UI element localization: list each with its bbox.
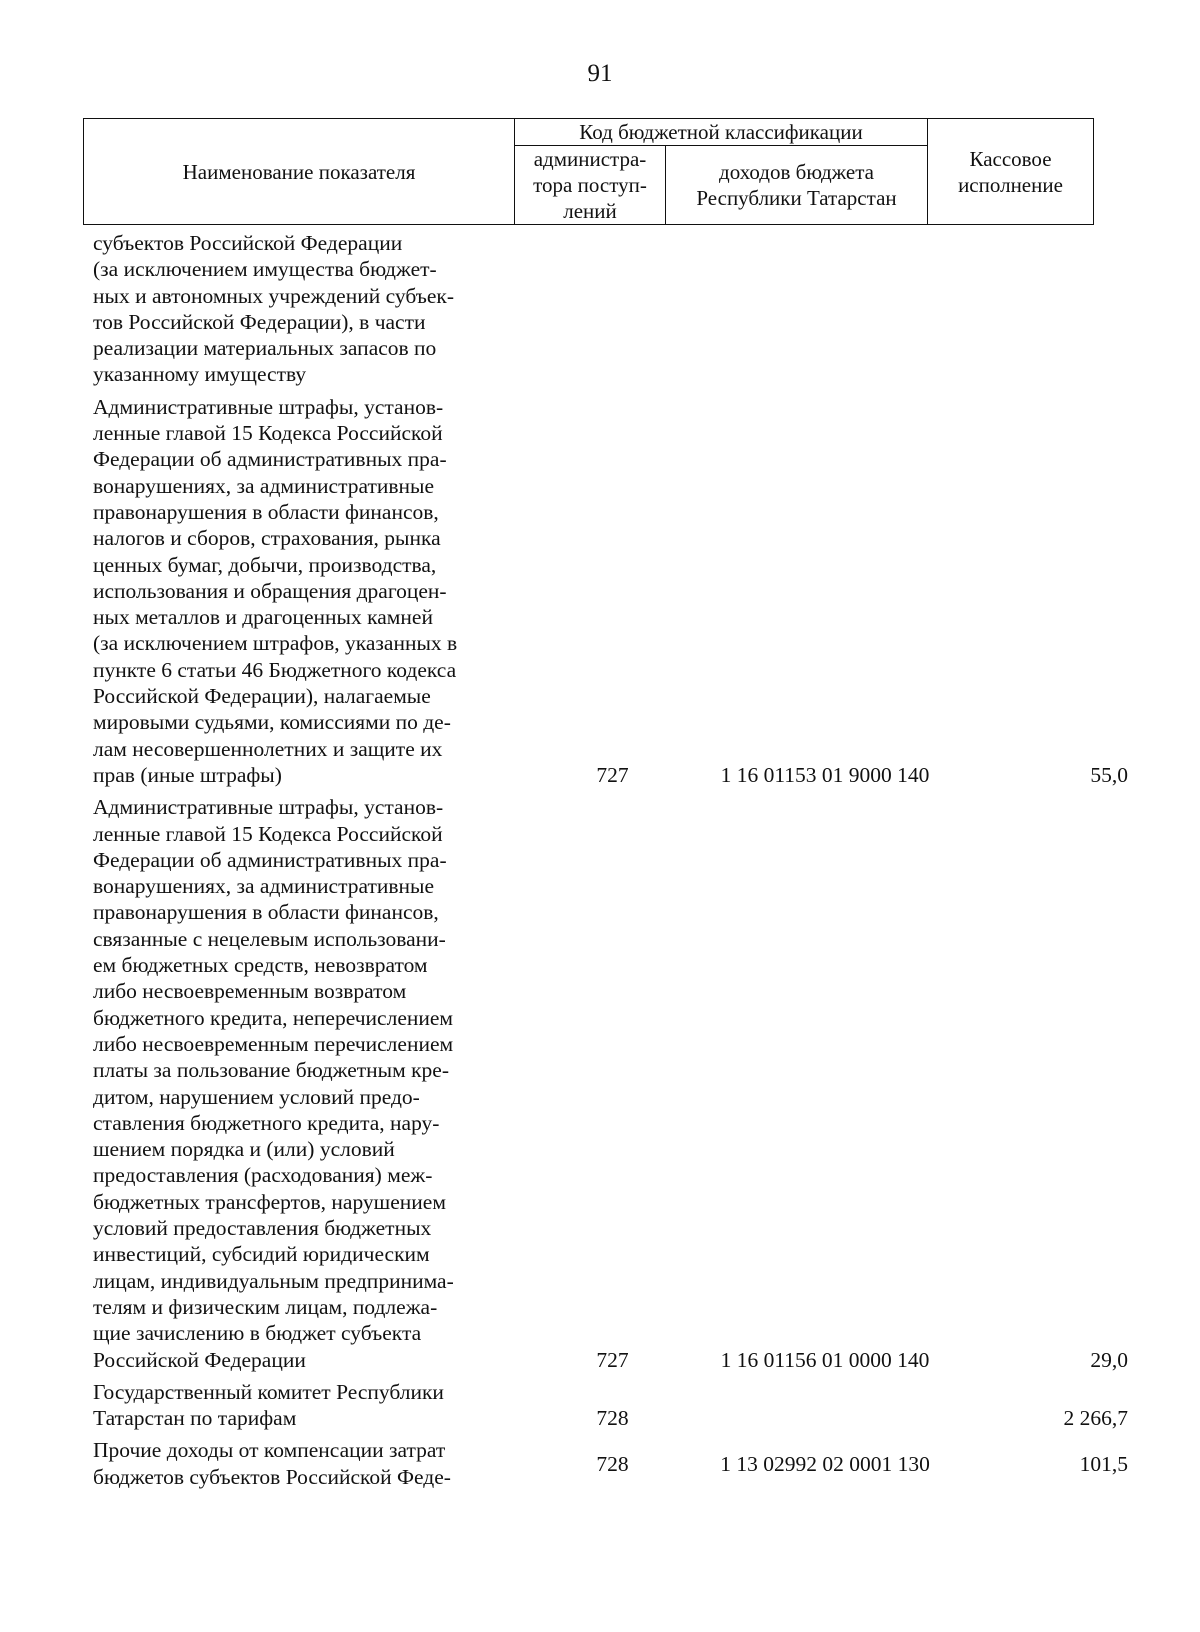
row-name-line: ставления бюджетного кредита, нару-: [93, 1110, 440, 1135]
table-body: [0, 230, 1200, 1496]
row-name-line: ленные главой 15 Кодекса Российской: [93, 421, 443, 446]
row-amount: 2 266,7: [1063, 1406, 1128, 1431]
row-name-line: предоставления (расходования) меж-: [93, 1163, 433, 1188]
row-name-line: пункте 6 статьи 46 Бюджетного кодекса: [93, 657, 457, 682]
row-name-line: Административные штрафы, установ-: [93, 394, 444, 419]
table-row: [0, 394, 1200, 795]
row-name-line: Российской Федерации: [93, 1347, 306, 1372]
page-number: 91: [587, 60, 613, 87]
row-name-line: прав (иные штрафы): [93, 762, 282, 787]
row-amount: 29,0: [1090, 1347, 1128, 1372]
row-name-line: бюджетных трансфертов, нарушением: [93, 1189, 446, 1214]
row-name-line: Российской Федерации), налагаемые: [93, 684, 431, 709]
row-name-line: (за исключением штрафов, указанных в: [93, 631, 458, 656]
header-classification-group: Код бюджетной классификации: [515, 119, 928, 146]
row-name-line: шением порядка и (или) условий: [93, 1137, 395, 1162]
row-income-code: 1 13 02992 02 0001 130: [720, 1451, 930, 1476]
header-cash-line: Кассовое: [969, 146, 1052, 171]
row-name-line: связанные с нецелевым использовани-: [93, 926, 446, 951]
row-admin-code: 727: [596, 1347, 629, 1372]
header-admin-column: [515, 146, 666, 225]
row-name-line: мировыми судьями, комиссиями по де-: [93, 710, 451, 735]
row-name-line: лам несовершеннолетних и защите их: [93, 736, 443, 761]
row-income-code: 1 16 01153 01 9000 140: [720, 762, 930, 787]
table-row: [0, 230, 1200, 394]
row-admin-code: 728: [596, 1406, 629, 1431]
row-name-line: условий предоставления бюджетных: [93, 1216, 432, 1241]
header-cash-column: [928, 119, 1094, 225]
row-name: [93, 230, 523, 388]
header-income-line: доходов бюджета: [719, 160, 874, 184]
row-name-line: Прочие доходы от компенсации затрат: [93, 1438, 446, 1463]
row-name-line: дитом, нарушением условий предо-: [93, 1084, 420, 1109]
row-name-line: щие зачислению в бюджет субъекта: [93, 1321, 422, 1346]
row-name-line: вонарушениях, за административные: [93, 473, 435, 498]
table-header: [83, 118, 1094, 225]
row-name-line: Татарстан по тарифам: [93, 1406, 297, 1431]
header-admin-line: лений: [563, 199, 617, 223]
row-name: [93, 1379, 523, 1432]
row-name-line: указанному имуществу: [93, 362, 307, 387]
row-name-line: платы за пользование бюджетным кре-: [93, 1058, 449, 1083]
header-admin-line: администра-: [533, 147, 647, 171]
row-name-line: субъектов Российской Федерации: [93, 231, 403, 255]
header-cash-line: исполнение: [958, 172, 1063, 197]
row-name-line: либо несвоевременным перечислением: [93, 1031, 454, 1056]
table-row: [0, 1379, 1200, 1438]
row-name-line: использования и обращения драгоцен-: [93, 578, 447, 603]
header-income-column: [666, 146, 928, 225]
header-income-line: Республики Татарстан: [696, 186, 897, 210]
row-name-line: ленные главой 15 Кодекса Российской: [93, 821, 443, 846]
row-name-line: Государственный комитет Республики: [93, 1379, 444, 1404]
row-name-line: Административные штрафы, установ-: [93, 795, 444, 820]
row-income-code: 1 16 01156 01 0000 140: [720, 1347, 930, 1372]
row-name-line: правонарушения в области финансов,: [93, 499, 439, 524]
row-name-line: ем бюджетных средств, невозвратом: [93, 953, 428, 978]
table-row: [0, 1437, 1200, 1496]
row-name-line: инвестиций, субсидий юридическим: [93, 1242, 430, 1267]
row-name-line: правонарушения в области финансов,: [93, 900, 439, 925]
row-admin-code: 727: [596, 762, 629, 787]
row-name-line: вонарушениях, за административные: [93, 874, 435, 899]
row-name-line: ценных бумаг, добычи, производства,: [93, 552, 437, 577]
row-name: [93, 794, 523, 1373]
row-name-line: ных и автономных учреждений субъек-: [93, 283, 454, 308]
row-name-line: телям и физическим лицам, подлежа-: [93, 1294, 438, 1319]
row-name-line: Федерации об административных пра-: [93, 847, 447, 872]
row-name-line: тов Российской Федерации), в части: [93, 309, 426, 334]
row-name-line: Федерации об административных пра-: [93, 447, 447, 472]
row-name-line: реализации материальных запасов по: [93, 336, 437, 361]
table-row: [0, 794, 1200, 1379]
row-amount: 55,0: [1090, 762, 1128, 787]
row-name-line: лицам, индивидуальным предпринима-: [93, 1268, 454, 1293]
row-amount: 101,5: [1079, 1451, 1128, 1476]
row-name-line: (за исключением имущества бюджет-: [93, 257, 437, 282]
row-name: [93, 1437, 523, 1490]
row-name: [93, 394, 523, 788]
row-name-line: ных металлов и драгоценных камней: [93, 605, 433, 630]
header-admin-line: тора поступ-: [533, 173, 647, 197]
header-name-column: Наименование показателя: [84, 119, 515, 225]
row-name-line: налогов и сборов, страхования, рынка: [93, 526, 441, 551]
row-admin-code: 728: [596, 1451, 629, 1476]
row-name-line: либо несвоевременным возвратом: [93, 979, 407, 1004]
row-name-line: бюджетов субъектов Российской Феде-: [93, 1464, 451, 1489]
row-name-line: бюджетного кредита, неперечислением: [93, 1005, 454, 1030]
